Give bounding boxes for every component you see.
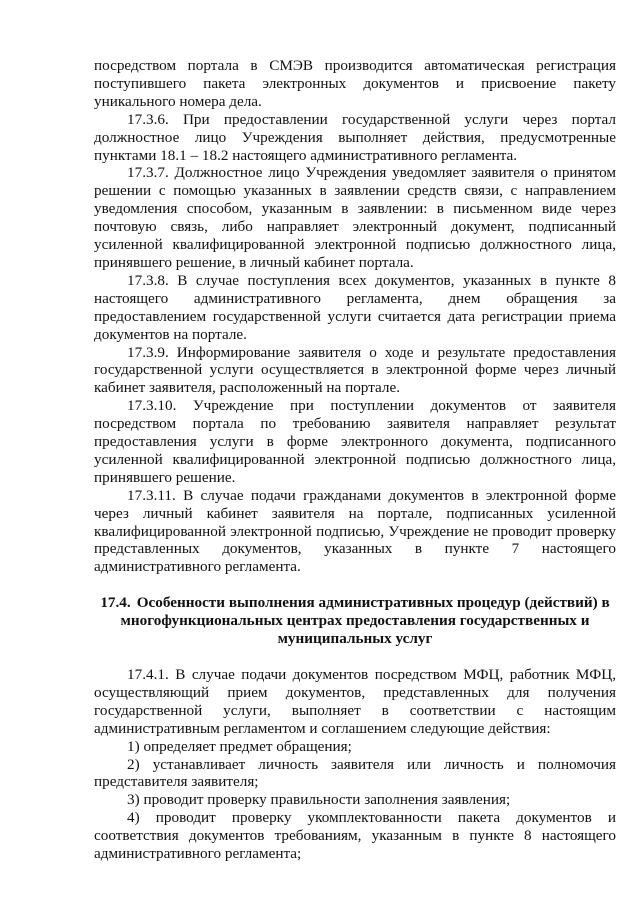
paragraph-17-3-10: 17.3.10. Учреждение при поступлении документов от заявителя посредством портала по требованию заявителя направляет результат предоставления услуги в форме электронного документа, подписанного усиленной квалифицированной электронной подписью должностного лица, принявшего решение. [94, 397, 616, 486]
list-item-3: 3) проводит проверку правильности заполнения заявления; [127, 791, 511, 809]
list-item-4: 4) проводит проверку укомплектованности пакета документов и соответствия документов требованиям, указанным в пункте 8 настоящего административного регламента; [94, 809, 616, 863]
paragraph-17-3-9: 17.3.9. Информирование заявителя о ходе и результате предоставления государственной услуги осуществляется в электронной форме через личный кабинет заявителя, расположенный на портале. [94, 343, 616, 397]
spacer [94, 576, 616, 594]
section-number: 17.4. [100, 594, 131, 612]
list-item-2: 2) устанавливает личность заявителя или личность и полномочия представителя заявителя; [94, 755, 616, 791]
paragraph-17-4-1: 17.4.1. В случае подачи документов посредством МФЦ, работник МФЦ, осуществляющий прием документов, представленных для получения государственной услуги, выполняет в соответствии с настоящим административным регламентом и соглашением следующие действия: [94, 666, 616, 737]
paragraph-continuation: посредством портала в СМЭВ производится автоматическая регистрация поступившего пакета электронных документов и присвоение пакету уникального номера дела. [94, 57, 616, 110]
paragraph-17-3-7: 17.3.7. Должностное лицо Учреждения уведомляет заявителя о принятом решении с помощью указанных в заявлении средств связи, с направлением уведомления способом, указанным в заявлении: в письменном виде через почтовую связь, либо направляет электронный документ, подписанный усиленной квалифицированной электронной подписью должностного лица, принявшего решение, в личный кабинет портала. [94, 164, 616, 271]
list-item-1: 1) определяет предмет обращения; [127, 737, 352, 755]
spacer [94, 648, 616, 666]
paragraph-17-3-6: 17.3.6. При предоставлении государственной услуги через портал должностное лицо Учреждения выполняет действия, предусмотренные пунктами 18.1 – 18.2 настоящего административного регламента. [94, 110, 616, 164]
document-body [94, 57, 616, 863]
paragraph-17-3-11: 17.3.11. В случае подачи гражданами документов в электронной форме через личный кабинет заявителя на портале, подписанных усиленной квалифицированной электронной подписью, Учреждение не проводит проверку представленных документов, указанных в пункте 7 настоящего административного регламента. [94, 486, 616, 576]
paragraph-17-3-8: 17.3.8. В случае поступления всех документов, указанных в пункте 8 настоящего административного регламента, днем обращения за предоставлением государственной услуги считается дата регистрации приема документов на портале. [94, 271, 616, 343]
section-title: Особенности выполнения административных процедур (действий) в многофункциональных центрах предоставления государственных и муниципальных услуг [120, 594, 610, 648]
section-heading-17-4 [94, 594, 616, 648]
